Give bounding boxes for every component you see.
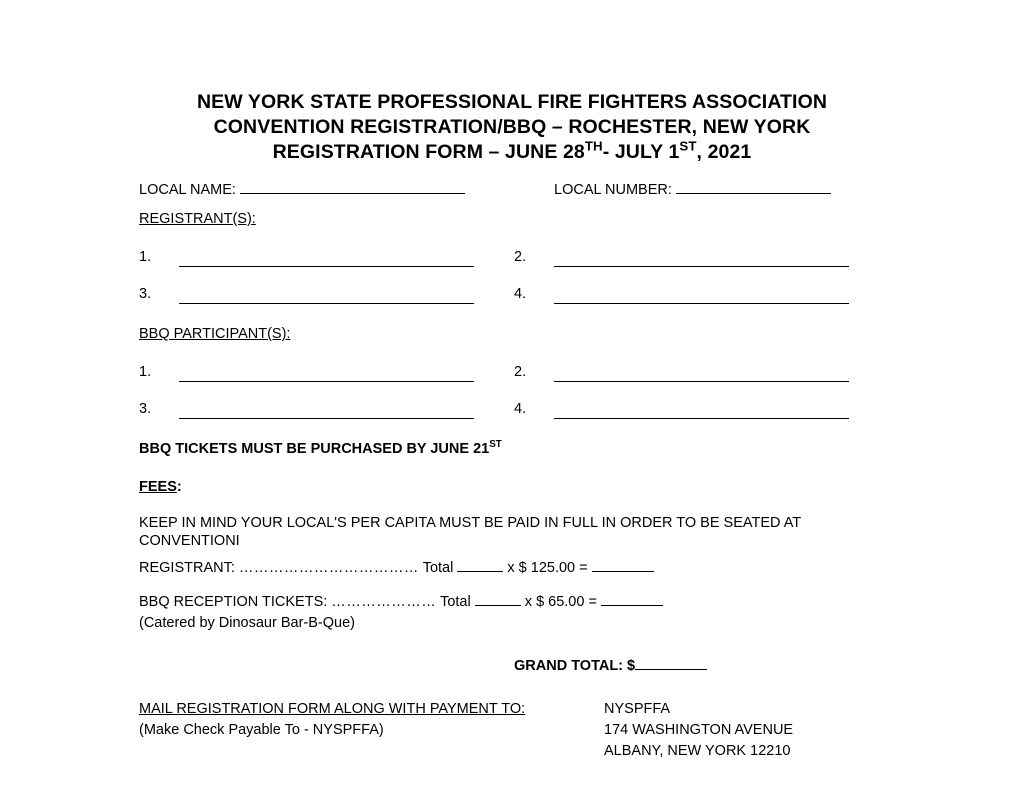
bbq-participant-entry-2	[514, 363, 849, 382]
title-line-1: NEW YORK STATE PROFESSIONAL FIRE FIGHTERS ASSOCIATION	[196, 91, 828, 113]
registrant-number-2: 2.	[514, 249, 527, 265]
bbq-participant-row-2	[139, 400, 899, 440]
bbq-deadline-text: BBQ TICKETS MUST BE PURCHASED BY JUNE 21	[139, 441, 490, 457]
mailing-instruction: MAIL REGISTRATION FORM ALONG WITH PAYMENT TO:	[139, 701, 526, 717]
form-body	[139, 180, 899, 763]
bbq-participant-row-1	[139, 363, 899, 400]
local-name-label: LOCAL NAME:	[139, 182, 236, 198]
bbq-fee-total-word: Total	[440, 594, 471, 610]
catered-note-row	[139, 614, 899, 656]
bbq-fee-row	[139, 592, 899, 614]
bbq-fee-label: BBQ RECEPTION TICKETS:	[139, 594, 332, 610]
registrant-fee-total-word: Total	[422, 560, 454, 576]
title-line-3-sup1: TH	[584, 138, 603, 154]
mailing-payable: (Make Check Payable To - NYSPFFA)	[139, 722, 384, 738]
bbq-participant-input-4[interactable]	[554, 404, 849, 419]
title-line-3-part1: REGISTRATION FORM – JUNE 28	[272, 141, 585, 163]
mailing-address-row-3	[139, 742, 899, 763]
registrant-entry-1	[139, 248, 474, 267]
local-number-input[interactable]	[676, 180, 831, 194]
bbq-deadline-suffix: ST	[489, 439, 502, 451]
fees-note-line-2: CONVENTIONI	[139, 533, 240, 549]
registrant-row-2	[139, 285, 899, 325]
bbq-participant-number-1: 1.	[139, 364, 152, 380]
local-number-group	[554, 180, 831, 200]
grand-total-row	[139, 656, 899, 700]
fees-heading-row	[139, 478, 899, 514]
grand-total-input[interactable]	[635, 656, 707, 670]
bbq-fee-x: x	[524, 594, 533, 610]
fees-note-line-1: KEEP IN MIND YOUR LOCAL'S PER CAPITA MUST BE PAID IN FULL IN ORDER TO BE SEATED AT	[139, 515, 802, 531]
registrant-fee-x: x	[507, 560, 515, 576]
title-line-3-sup2: ST	[679, 138, 697, 154]
bbq-fee-dots: …………………	[331, 594, 437, 610]
local-name-input[interactable]	[240, 180, 465, 194]
bbq-participant-number-3: 3.	[139, 401, 152, 417]
document-title	[0, 90, 1024, 165]
bbq-participant-input-2[interactable]	[554, 367, 849, 382]
grand-total-label: GRAND TOTAL:	[514, 658, 624, 674]
local-number-label: LOCAL NUMBER:	[554, 182, 672, 198]
fees-heading: FEES	[139, 479, 177, 495]
bbq-participants-heading-row	[139, 325, 899, 363]
registrant-entry-4	[514, 285, 849, 304]
title-line-3	[0, 140, 1024, 165]
bbq-participant-entry-3	[139, 400, 474, 419]
registrant-fee-amount: $ 125.00 =	[518, 560, 588, 576]
address-line-2: 174 WASHINGTON AVENUE	[604, 722, 794, 738]
local-info-row	[139, 180, 899, 210]
registrant-number-4: 4.	[514, 286, 527, 302]
registrant-input-3[interactable]	[179, 289, 474, 304]
bbq-fee-qty-input[interactable]	[475, 592, 521, 606]
fees-heading-colon: :	[176, 479, 182, 495]
bbq-participant-input-1[interactable]	[179, 367, 474, 382]
bbq-participant-number-2: 2.	[514, 364, 527, 380]
registrant-fee-row	[139, 558, 899, 592]
title-line-3-part2: - JULY 1	[602, 141, 680, 163]
registrants-heading-row	[139, 210, 899, 248]
registrant-fee-label: REGISTRANT:	[139, 560, 239, 576]
registrant-input-1[interactable]	[179, 252, 474, 267]
bbq-participant-entry-1	[139, 363, 474, 382]
bbq-participants-heading: BBQ PARTICIPANT(S):	[139, 326, 291, 342]
registrant-input-2[interactable]	[554, 252, 849, 267]
mailing-instruction-row	[139, 700, 899, 721]
bbq-participant-entry-4	[514, 400, 849, 419]
registrants-heading: REGISTRANT(S):	[139, 211, 256, 227]
title-line-3-part3: , 2021	[696, 141, 752, 163]
registrant-fee-qty-input[interactable]	[457, 558, 503, 572]
registrant-number-1: 1.	[139, 249, 152, 265]
mailing-payable-row	[139, 721, 899, 742]
registrant-fee-dots: ………………………………	[238, 560, 419, 576]
fees-note	[139, 514, 899, 558]
local-name-group	[139, 180, 465, 200]
registrant-entry-2	[514, 248, 849, 267]
bbq-fee-amount: $ 65.00 =	[536, 594, 597, 610]
registrant-fee-total-input[interactable]	[592, 558, 654, 572]
registrant-entry-3	[139, 285, 474, 304]
registrant-input-4[interactable]	[554, 289, 849, 304]
title-line-2: CONVENTION REGISTRATION/BBQ – ROCHESTER, NEW YORK	[213, 116, 811, 138]
grand-total-currency: $	[627, 658, 636, 674]
catered-note: (Catered by Dinosaur Bar-B-Que)	[139, 615, 355, 631]
address-line-1: NYSPFFA	[604, 701, 671, 717]
bbq-fee-total-input[interactable]	[601, 592, 663, 606]
bbq-participant-number-4: 4.	[514, 401, 527, 417]
bbq-deadline-row	[139, 440, 899, 478]
registrant-number-3: 3.	[139, 286, 152, 302]
address-line-3: ALBANY, NEW YORK 12210	[604, 743, 791, 759]
registrant-row-1	[139, 248, 899, 285]
bbq-participant-input-3[interactable]	[179, 404, 474, 419]
